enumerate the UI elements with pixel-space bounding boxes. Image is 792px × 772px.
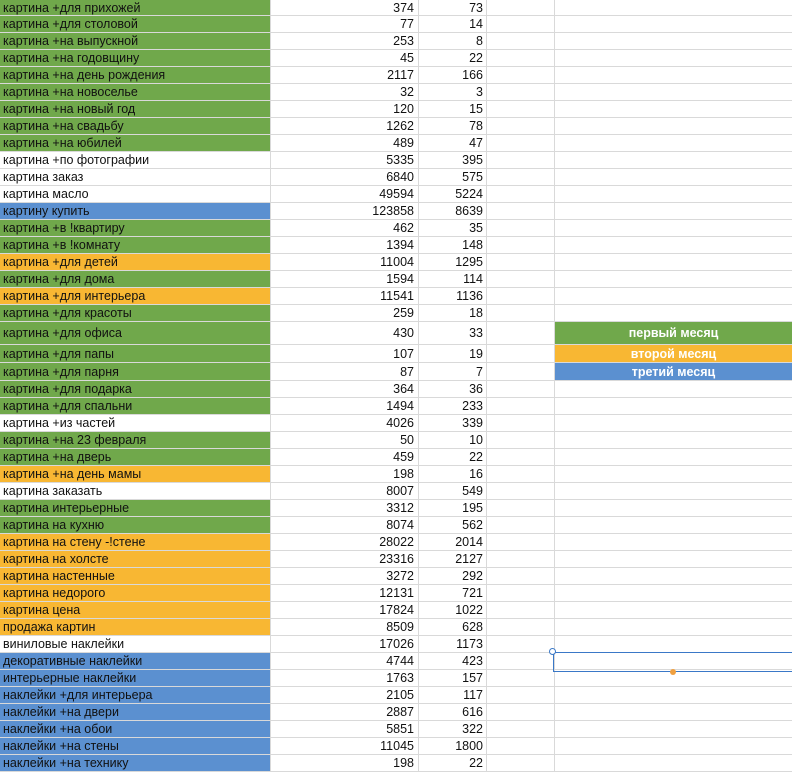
- empty-cell[interactable]: [487, 704, 555, 721]
- value1-cell[interactable]: 32: [271, 84, 419, 101]
- keyword-cell[interactable]: картина +для подарка: [0, 381, 271, 398]
- table-row: [0, 84, 792, 101]
- value2-cell[interactable]: 15: [419, 101, 487, 118]
- empty-cell[interactable]: [555, 135, 792, 152]
- value2-cell[interactable]: 5224: [419, 186, 487, 203]
- empty-cell[interactable]: [487, 345, 555, 363]
- value1-cell[interactable]: 8007: [271, 483, 419, 500]
- empty-cell[interactable]: [555, 271, 792, 288]
- empty-cell[interactable]: [555, 755, 792, 772]
- value2-cell[interactable]: 233: [419, 398, 487, 415]
- empty-cell[interactable]: [555, 305, 792, 322]
- empty-cell[interactable]: [487, 483, 555, 500]
- table-row: [0, 0, 792, 16]
- table-row: [0, 152, 792, 169]
- keyword-cell[interactable]: картина +из частей: [0, 415, 271, 432]
- empty-cell[interactable]: [487, 432, 555, 449]
- value1-cell[interactable]: 77: [271, 16, 419, 33]
- value1-cell[interactable]: 11004: [271, 254, 419, 271]
- keyword-cell[interactable]: интерьерные наклейки: [0, 670, 271, 687]
- table-row: [0, 449, 792, 466]
- value2-cell[interactable]: 2014: [419, 534, 487, 551]
- empty-cell[interactable]: [555, 721, 792, 738]
- table-row: [0, 738, 792, 755]
- empty-cell[interactable]: [487, 721, 555, 738]
- empty-cell[interactable]: [555, 288, 792, 305]
- value2-cell[interactable]: 2127: [419, 551, 487, 568]
- empty-cell[interactable]: [487, 169, 555, 186]
- keyword-cell[interactable]: картина +для папы: [0, 345, 271, 363]
- value2-cell[interactable]: 22: [419, 50, 487, 67]
- empty-cell[interactable]: [555, 500, 792, 517]
- keyword-cell[interactable]: картина цена: [0, 602, 271, 619]
- keyword-cell[interactable]: картина +на дверь: [0, 449, 271, 466]
- empty-cell[interactable]: [555, 585, 792, 602]
- keyword-cell[interactable]: картина заказ: [0, 169, 271, 186]
- value1-cell[interactable]: 1394: [271, 237, 419, 254]
- keyword-cell[interactable]: картина настенные: [0, 568, 271, 585]
- value2-cell[interactable]: 7: [419, 363, 487, 381]
- value1-cell[interactable]: 459: [271, 449, 419, 466]
- empty-cell[interactable]: [487, 636, 555, 653]
- keyword-cell[interactable]: картина +на годовщину: [0, 50, 271, 67]
- table-row: [0, 33, 792, 50]
- empty-cell[interactable]: [487, 619, 555, 636]
- value1-cell[interactable]: 3312: [271, 500, 419, 517]
- empty-cell[interactable]: [487, 653, 555, 670]
- table-row: [0, 288, 792, 305]
- empty-cell[interactable]: [555, 619, 792, 636]
- value1-cell[interactable]: 8509: [271, 619, 419, 636]
- keyword-cell[interactable]: картина +для спальни: [0, 398, 271, 415]
- legend-cell[interactable]: первый месяц: [555, 322, 792, 345]
- empty-cell[interactable]: [487, 271, 555, 288]
- empty-cell[interactable]: [555, 636, 792, 653]
- value2-cell[interactable]: 395: [419, 152, 487, 169]
- empty-cell[interactable]: [487, 305, 555, 322]
- table-row: [0, 50, 792, 67]
- value1-cell[interactable]: 107: [271, 345, 419, 363]
- table-row: [0, 687, 792, 704]
- value2-cell[interactable]: 14: [419, 16, 487, 33]
- empty-cell[interactable]: [487, 755, 555, 772]
- table-row: [0, 381, 792, 398]
- empty-cell[interactable]: [487, 466, 555, 483]
- empty-cell[interactable]: [487, 254, 555, 271]
- table-row: [0, 551, 792, 568]
- value1-cell[interactable]: 123858: [271, 203, 419, 220]
- empty-cell[interactable]: [487, 237, 555, 254]
- value2-cell[interactable]: 36: [419, 381, 487, 398]
- value1-cell[interactable]: 3272: [271, 568, 419, 585]
- value1-cell[interactable]: 6840: [271, 169, 419, 186]
- table-row: [0, 118, 792, 135]
- keyword-cell[interactable]: картина масло: [0, 186, 271, 203]
- keyword-cell[interactable]: картина +для дома: [0, 271, 271, 288]
- value1-cell[interactable]: 23316: [271, 551, 419, 568]
- table-row: [0, 483, 792, 500]
- empty-cell[interactable]: [487, 322, 555, 345]
- table-row: [0, 568, 792, 585]
- empty-cell[interactable]: [487, 738, 555, 755]
- empty-cell[interactable]: [487, 687, 555, 704]
- value2-cell[interactable]: 195: [419, 500, 487, 517]
- value2-cell[interactable]: 166: [419, 67, 487, 84]
- empty-cell[interactable]: [555, 237, 792, 254]
- value1-cell[interactable]: 11541: [271, 288, 419, 305]
- value1-cell[interactable]: 1594: [271, 271, 419, 288]
- empty-cell[interactable]: [487, 67, 555, 84]
- empty-cell[interactable]: [555, 118, 792, 135]
- empty-cell[interactable]: [487, 50, 555, 67]
- keyword-cell[interactable]: картина +для прихожей: [0, 0, 271, 16]
- table-row: [0, 721, 792, 738]
- table-row: [0, 101, 792, 118]
- empty-cell[interactable]: [487, 415, 555, 432]
- value1-cell[interactable]: 45: [271, 50, 419, 67]
- keyword-cell[interactable]: наклейки +на технику: [0, 755, 271, 772]
- table-row: [0, 271, 792, 288]
- keyword-cell[interactable]: наклейки +на двери: [0, 704, 271, 721]
- keyword-cell[interactable]: картина на стену -!стене: [0, 534, 271, 551]
- value2-cell[interactable]: 10: [419, 432, 487, 449]
- legend-cell[interactable]: второй месяц: [555, 345, 792, 363]
- value2-cell[interactable]: 18: [419, 305, 487, 322]
- table-row: [0, 169, 792, 186]
- table-row: [0, 398, 792, 415]
- table-row: [0, 500, 792, 517]
- keyword-cell[interactable]: картина на холсте: [0, 551, 271, 568]
- value1-cell[interactable]: 5335: [271, 152, 419, 169]
- empty-cell[interactable]: [555, 169, 792, 186]
- keyword-cell[interactable]: картина +на новый год: [0, 101, 271, 118]
- value1-cell[interactable]: 120: [271, 101, 419, 118]
- table-row: [0, 585, 792, 602]
- table-row: [0, 432, 792, 449]
- empty-cell[interactable]: [487, 33, 555, 50]
- empty-cell[interactable]: [487, 585, 555, 602]
- value2-cell[interactable]: 339: [419, 415, 487, 432]
- value1-cell[interactable]: 364: [271, 381, 419, 398]
- table-row: [0, 237, 792, 254]
- value1-cell[interactable]: 50: [271, 432, 419, 449]
- keyword-cell[interactable]: наклейки +на стены: [0, 738, 271, 755]
- empty-cell[interactable]: [555, 152, 792, 169]
- value1-cell[interactable]: 489: [271, 135, 419, 152]
- keyword-cell[interactable]: картина +на день рождения: [0, 67, 271, 84]
- empty-cell[interactable]: [555, 415, 792, 432]
- value1-cell[interactable]: 17824: [271, 602, 419, 619]
- table-row: [0, 322, 792, 345]
- table-row: [0, 636, 792, 653]
- table-row: [0, 220, 792, 237]
- empty-cell[interactable]: [555, 568, 792, 585]
- value2-cell[interactable]: 78: [419, 118, 487, 135]
- value1-cell[interactable]: 2887: [271, 704, 419, 721]
- value2-cell[interactable]: 1800: [419, 738, 487, 755]
- value2-cell[interactable]: 1295: [419, 254, 487, 271]
- empty-cell[interactable]: [487, 398, 555, 415]
- empty-cell[interactable]: [487, 186, 555, 203]
- keyword-cell[interactable]: картина +на выпускной: [0, 33, 271, 50]
- keyword-cell[interactable]: картина заказать: [0, 483, 271, 500]
- empty-cell[interactable]: [487, 135, 555, 152]
- empty-cell[interactable]: [555, 483, 792, 500]
- selection-handle-top-left[interactable]: [549, 648, 556, 655]
- table-row: [0, 203, 792, 220]
- empty-cell[interactable]: [487, 670, 555, 687]
- table-row: [0, 186, 792, 203]
- value2-cell[interactable]: 1173: [419, 636, 487, 653]
- keyword-cell[interactable]: картина +для детей: [0, 254, 271, 271]
- keyword-cell[interactable]: виниловые наклейки: [0, 636, 271, 653]
- value2-cell[interactable]: 19: [419, 345, 487, 363]
- keyword-cell[interactable]: картина на кухню: [0, 517, 271, 534]
- table-row: [0, 135, 792, 152]
- empty-cell[interactable]: [487, 551, 555, 568]
- keyword-cell[interactable]: картина +для интерьера: [0, 288, 271, 305]
- value2-cell[interactable]: 22: [419, 449, 487, 466]
- table-row: [0, 517, 792, 534]
- empty-cell[interactable]: [555, 534, 792, 551]
- value2-cell[interactable]: 73: [419, 0, 487, 16]
- empty-cell[interactable]: [555, 653, 792, 670]
- table-row: [0, 305, 792, 322]
- value1-cell[interactable]: 462: [271, 220, 419, 237]
- table-row: [0, 755, 792, 772]
- value1-cell[interactable]: 259: [271, 305, 419, 322]
- empty-cell[interactable]: [555, 186, 792, 203]
- empty-cell[interactable]: [487, 449, 555, 466]
- value2-cell[interactable]: 22: [419, 755, 487, 772]
- value1-cell[interactable]: 2117: [271, 67, 419, 84]
- value2-cell[interactable]: 35: [419, 220, 487, 237]
- value1-cell[interactable]: 1763: [271, 670, 419, 687]
- keyword-cell[interactable]: картина +по фотографии: [0, 152, 271, 169]
- value2-cell[interactable]: 33: [419, 322, 487, 345]
- value1-cell[interactable]: 5851: [271, 721, 419, 738]
- value2-cell[interactable]: 423: [419, 653, 487, 670]
- keyword-cell[interactable]: картина +на 23 февраля: [0, 432, 271, 449]
- empty-cell[interactable]: [555, 602, 792, 619]
- value1-cell[interactable]: 198: [271, 755, 419, 772]
- value2-cell[interactable]: 721: [419, 585, 487, 602]
- empty-cell[interactable]: [487, 0, 555, 16]
- table-row: [0, 415, 792, 432]
- empty-cell[interactable]: [555, 33, 792, 50]
- keyword-cell[interactable]: картина +для столовой: [0, 16, 271, 33]
- value1-cell[interactable]: 198: [271, 466, 419, 483]
- table-row: [0, 254, 792, 271]
- empty-cell[interactable]: [555, 398, 792, 415]
- value2-cell[interactable]: 157: [419, 670, 487, 687]
- keyword-cell[interactable]: картина +на день мамы: [0, 466, 271, 483]
- selection-fill-handle[interactable]: [670, 669, 676, 675]
- empty-cell[interactable]: [555, 738, 792, 755]
- empty-cell[interactable]: [487, 203, 555, 220]
- value1-cell[interactable]: 87: [271, 363, 419, 381]
- keyword-cell[interactable]: наклейки +на обои: [0, 721, 271, 738]
- value1-cell[interactable]: 17026: [271, 636, 419, 653]
- value2-cell[interactable]: 616: [419, 704, 487, 721]
- keyword-cell[interactable]: наклейки +для интерьера: [0, 687, 271, 704]
- empty-cell[interactable]: [555, 220, 792, 237]
- keyword-cell[interactable]: картина +на свадьбу: [0, 118, 271, 135]
- value1-cell[interactable]: 4744: [271, 653, 419, 670]
- keyword-cell[interactable]: картина +в !квартиру: [0, 220, 271, 237]
- keyword-cell[interactable]: декоративные наклейки: [0, 653, 271, 670]
- empty-cell[interactable]: [555, 687, 792, 704]
- value2-cell[interactable]: 3: [419, 84, 487, 101]
- value1-cell[interactable]: 49594: [271, 186, 419, 203]
- value1-cell[interactable]: 1494: [271, 398, 419, 415]
- table-row: [0, 16, 792, 33]
- empty-cell[interactable]: [487, 363, 555, 381]
- empty-cell[interactable]: [555, 466, 792, 483]
- empty-cell[interactable]: [555, 381, 792, 398]
- empty-cell[interactable]: [555, 67, 792, 84]
- empty-cell[interactable]: [555, 16, 792, 33]
- value1-cell[interactable]: 430: [271, 322, 419, 345]
- table-row: [0, 363, 792, 381]
- table-row: [0, 534, 792, 551]
- value1-cell[interactable]: 28022: [271, 534, 419, 551]
- value2-cell[interactable]: 8: [419, 33, 487, 50]
- value2-cell[interactable]: 114: [419, 271, 487, 288]
- empty-cell[interactable]: [487, 602, 555, 619]
- value2-cell[interactable]: 148: [419, 237, 487, 254]
- empty-cell[interactable]: [555, 449, 792, 466]
- value2-cell[interactable]: 562: [419, 517, 487, 534]
- empty-cell[interactable]: [555, 704, 792, 721]
- empty-cell[interactable]: [487, 288, 555, 305]
- table-row: [0, 619, 792, 636]
- empty-cell[interactable]: [555, 203, 792, 220]
- keyword-cell[interactable]: картина +на юбилей: [0, 135, 271, 152]
- value2-cell[interactable]: 322: [419, 721, 487, 738]
- empty-cell[interactable]: [487, 568, 555, 585]
- empty-cell[interactable]: [555, 0, 792, 16]
- value1-cell[interactable]: 4026: [271, 415, 419, 432]
- empty-cell[interactable]: [487, 152, 555, 169]
- empty-cell[interactable]: [487, 381, 555, 398]
- empty-cell[interactable]: [555, 517, 792, 534]
- table-row: [0, 653, 792, 670]
- value2-cell[interactable]: 549: [419, 483, 487, 500]
- value1-cell[interactable]: 1262: [271, 118, 419, 135]
- empty-cell[interactable]: [555, 101, 792, 118]
- keyword-cell[interactable]: картина +для красоты: [0, 305, 271, 322]
- value1-cell[interactable]: 253: [271, 33, 419, 50]
- keyword-cell[interactable]: картина интерьерные: [0, 500, 271, 517]
- value2-cell[interactable]: 628: [419, 619, 487, 636]
- keyword-cell[interactable]: картину купить: [0, 203, 271, 220]
- value2-cell[interactable]: 1136: [419, 288, 487, 305]
- empty-cell[interactable]: [487, 16, 555, 33]
- keyword-cell[interactable]: картина +на новоселье: [0, 84, 271, 101]
- value2-cell[interactable]: 575: [419, 169, 487, 186]
- value1-cell[interactable]: 12131: [271, 585, 419, 602]
- empty-cell[interactable]: [555, 254, 792, 271]
- value2-cell[interactable]: 16: [419, 466, 487, 483]
- table-row: [0, 67, 792, 84]
- keyword-cell[interactable]: картина недорого: [0, 585, 271, 602]
- table-row: [0, 704, 792, 721]
- empty-cell[interactable]: [487, 84, 555, 101]
- keyword-cell[interactable]: картина +для парня: [0, 363, 271, 381]
- keyword-cell[interactable]: картина +в !комнату: [0, 237, 271, 254]
- value1-cell[interactable]: 11045: [271, 738, 419, 755]
- empty-cell[interactable]: [487, 500, 555, 517]
- empty-cell[interactable]: [487, 118, 555, 135]
- keyword-cell[interactable]: картина +для офиса: [0, 322, 271, 345]
- empty-cell[interactable]: [487, 534, 555, 551]
- value2-cell[interactable]: 1022: [419, 602, 487, 619]
- keyword-cell[interactable]: продажа картин: [0, 619, 271, 636]
- empty-cell[interactable]: [487, 220, 555, 237]
- value1-cell[interactable]: 2105: [271, 687, 419, 704]
- value2-cell[interactable]: 117: [419, 687, 487, 704]
- value1-cell[interactable]: 374: [271, 0, 419, 16]
- value2-cell[interactable]: 292: [419, 568, 487, 585]
- table-row: [0, 602, 792, 619]
- empty-cell[interactable]: [555, 551, 792, 568]
- empty-cell[interactable]: [555, 432, 792, 449]
- value2-cell[interactable]: 47: [419, 135, 487, 152]
- empty-cell[interactable]: [555, 84, 792, 101]
- table-row: [0, 345, 792, 363]
- value2-cell[interactable]: 8639: [419, 203, 487, 220]
- legend-cell[interactable]: третий месяц: [555, 363, 792, 381]
- table-row: [0, 466, 792, 483]
- empty-cell[interactable]: [487, 101, 555, 118]
- value1-cell[interactable]: 8074: [271, 517, 419, 534]
- empty-cell[interactable]: [555, 50, 792, 67]
- empty-cell[interactable]: [487, 517, 555, 534]
